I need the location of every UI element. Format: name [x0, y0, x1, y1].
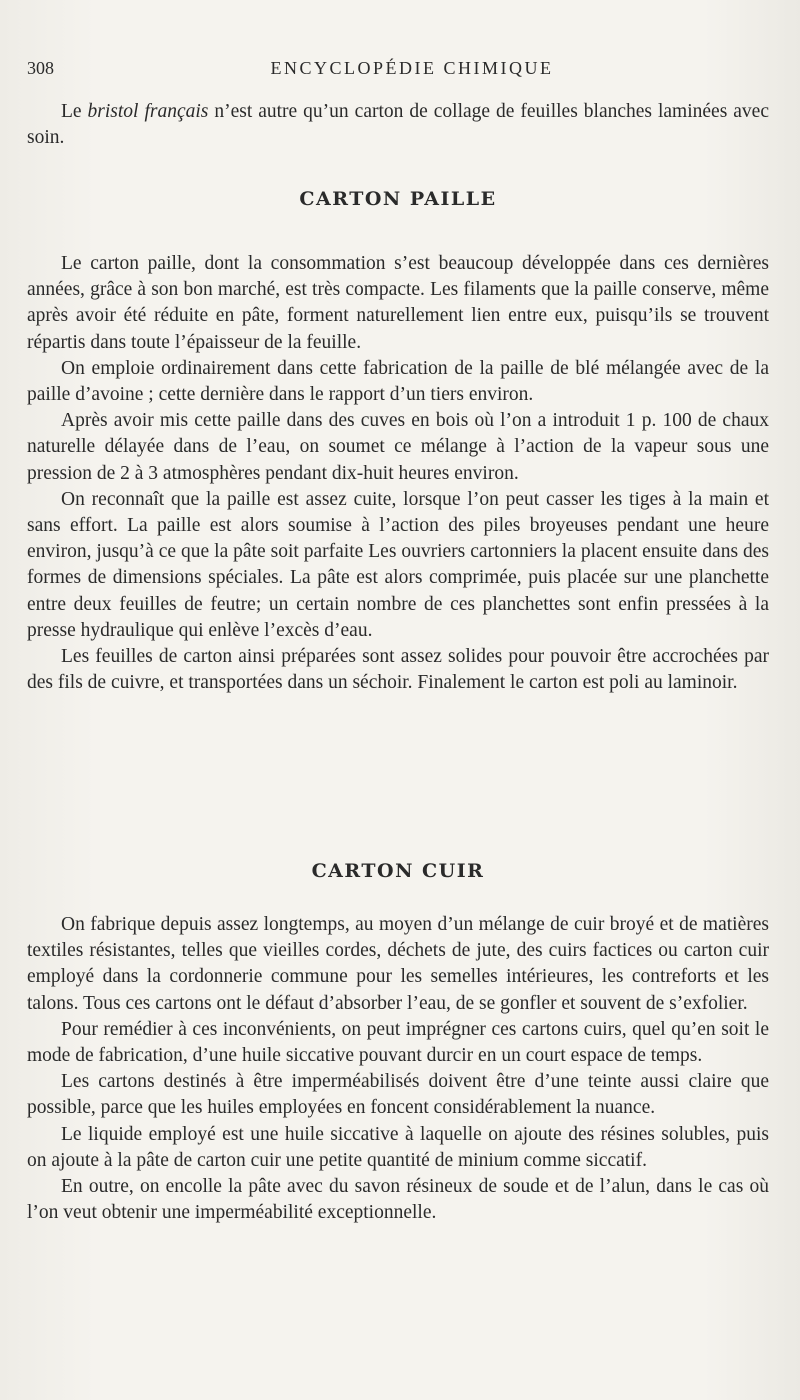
- section-heading-carton-paille: CARTON PAILLE: [299, 188, 497, 210]
- paille-paragraph-1: Le carton paille, dont la consommation s’est beaucoup développée dans ces dernières années, grâce à son bon marché, est très compacte. Les filaments que la paille conserve, même après avoir été réduite en pâte, forment naturellement lien entre eux, puisqu’ils se trouvent répartis dans toute l’épaisseur de la feuille.: [27, 253, 769, 353]
- section-paille-body: [27, 251, 769, 696]
- intro-line-rest: n’est autre qu’un carton de collage de feuilles blanches laminées avec soin.: [27, 101, 769, 149]
- section-cuir-body: [27, 912, 769, 1226]
- paille-paragraph-3: Après avoir mis cette paille dans des cuves en bois où l’on a introduit 1 p. 100 de chaux naturelle délayée dans de l’eau, on soumet ce mélange à l’action de la vapeur sous une pression de 2 à 3 atmosphères pendant dix-huit heures environ.: [27, 410, 769, 484]
- cuir-paragraph-2: Pour remédier à ces inconvénients, on peut imprégner ces cartons cuirs, quel qu’en soit le mode de fabrication, d’une huile siccative pouvant durcir en un court espace de temps.: [27, 1018, 769, 1067]
- running-header: [27, 58, 767, 82]
- paille-paragraph-2: On emploie ordinairement dans cette fabrication de la paille de blé mélangée avec de la paille d’avoine ; cette dernière dans le rapport d’un tiers environ.: [27, 357, 769, 406]
- cuir-paragraph-1: On fabrique depuis assez longtemps, au moyen d’un mélange de cuir broyé et de matières textiles résistantes, telles que vieilles cordes, déchets de jute, des cuirs factices ou carton cuir employé dans la cordonnerie commune pour les semelles intérieures, les contreforts et les talons. Tous ces cartons ont le défaut d’absorber l’eau, de se gonfler et souvent de s’exfolier.: [27, 914, 769, 1014]
- cuir-paragraph-4: Le liquide employé est une huile siccative à laquelle on ajoute des résines solubles, puis on ajoute à la pâte de carton cuir une petite quantité de minium comme siccatif.: [27, 1123, 769, 1171]
- paille-paragraph-4: On reconnaît que la paille est assez cuite, lorsque l’on peut casser les tiges à la main et sans effort. La paille est alors soumise à l’action des piles broyeuses pendant une heure environ, jusqu’à ce que la pâte soit parfaite Les ouvriers cartonniers la placent ensuite dans des formes de dimensions spéciales. La pâte est alors comprimée, puis placée sur une planchette entre deux feuilles de feutre; un certain nombre de ces planchettes sont enfin pressées à la presse hydraulique qui enlève l’excès d’eau.: [27, 488, 769, 641]
- section-heading-carton-cuir: CARTON CUIR: [311, 860, 485, 882]
- running-title: ENCYCLOPÉDIE CHIMIQUE: [270, 58, 554, 78]
- intro-paragraph: [27, 99, 769, 151]
- page-number: 308: [27, 58, 54, 78]
- intro-paragraph-block: [27, 99, 769, 151]
- paille-paragraph-5: Les feuilles de carton ainsi préparées sont assez solides pour pouvoir être accrochées par des fils de cuivre, et transportées dans un séchoir. Finalement le carton est poli au laminoir.: [27, 646, 769, 694]
- cuir-paragraph-3: Les cartons destinés à être imperméabilisés doivent être d’une teinte aussi claire que possible, parce que les huiles employées en foncent considérablement la nuance.: [27, 1071, 769, 1119]
- intro-italic-term: bristol français: [87, 101, 209, 122]
- cuir-paragraph-5: En outre, on encolle la pâte avec du savon résineux de soude et de l’alun, dans le cas où l’on veut obtenir une imperméabilité exceptionnelle.: [27, 1176, 769, 1224]
- intro-line-start: Le: [61, 101, 88, 122]
